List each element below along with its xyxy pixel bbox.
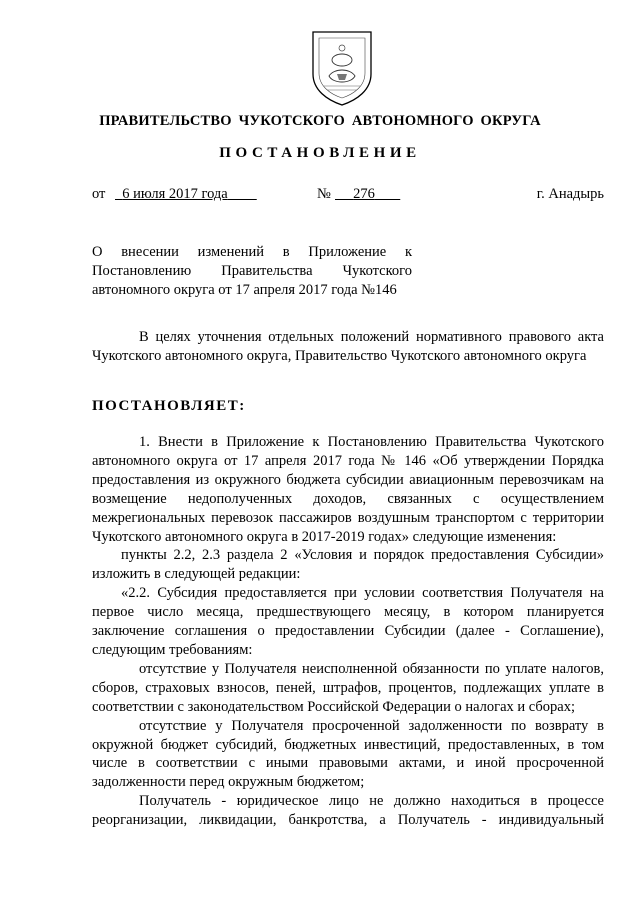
preamble-text: В целях уточнения отдельных положений нормативного правового акта Чукотского автономного округа, Правительство Чукотского автономного округа [92, 329, 604, 364]
paragraph: отсутствие у Получателя просроченной задолженности по возврату в окружной бюджет субсидий, бюджетных инвестиций, предоставленных, в том числе в соответствии с иными правовыми актами, и иной просроченной задолженности перед окружным бюджетом; [92, 717, 604, 791]
date-prefix: от [92, 186, 106, 202]
document-subject: О внесении изменений в Приложение к Постановлению Правительства Чукотского автономного округа от 17 апреля 2017 года №146 [92, 244, 412, 298]
document-meta-line [92, 186, 604, 208]
paragraph: отсутствие у Получателя неисполненной обязанности по уплате налогов, сборов, страховых взносов, пеней, штрафов, процентов, подлежащих уплате в соответствии с законодательством Российской Федерации о налогах и сборах; [92, 660, 604, 715]
document-body [92, 433, 604, 830]
government-title: ПРАВИТЕЛЬСТВО ЧУКОТСКОГО АВТОНОМНОГО ОКРУГА [99, 113, 541, 129]
document-date: 6 июля 2017 года [122, 186, 228, 202]
document-type-title: ПОСТАНОВЛЕНИЕ [219, 145, 421, 161]
decree-heading: ПОСТАНОВЛЯЕТ: [92, 398, 246, 414]
document-number: 276 [353, 186, 375, 202]
paragraph: 1. Внести в Приложение к Постановлению Правительства Чукотского автономного округа от 17 апреля 2017 года № 146 «Об утверждении Порядка предоставления из окружного бюджета субсидии авиационным перевозчикам на возмещение недополученных доходов, связанных с осуществлением межрегиональных перевозок пассажиров воздушным транспортом с территории Чукотского автономного округа в 2017-2019 годах» следующие изменения: [92, 434, 604, 545]
preamble [92, 328, 604, 366]
chukotka-coat-of-arms-icon [307, 28, 377, 108]
paragraph: Получатель - юридическое лицо не должно находиться в процессе реорганизации, ликвидации, банкротства, а Получатель - индивидуальный [92, 793, 604, 829]
document-city: г. Анадырь [536, 186, 604, 202]
paragraph: пункты 2.2, 2.3 раздела 2 «Условия и порядок предоставления Субсидии» изложить в следующей редакции: [92, 547, 604, 583]
number-prefix: № [317, 186, 331, 202]
paragraph: «2.2. Субсидия предоставляется при условии соответствия Получателя на первое число месяца, предшествующего месяцу, в котором планируется заключение соглашения о предоставлении Субсидии (далее - Соглашение), следующим требованиям: [92, 585, 604, 658]
